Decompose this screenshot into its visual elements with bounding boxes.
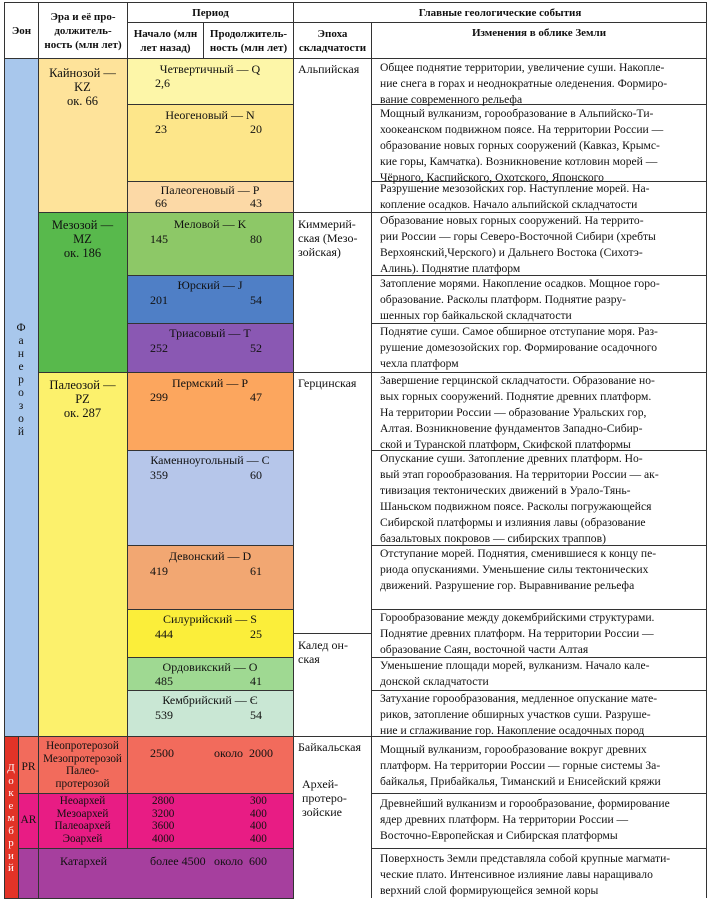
epoch-cimmerian: Киммерий- ская (Мезо- зойская) (298, 217, 358, 259)
header-epoch-text: Эпоха складчатости (298, 27, 367, 54)
header-epoch (294, 23, 371, 58)
event-pp: Завершение герцинской складчатости. Образование но- вых горных сооружений. Поднятие древних платформ. На территории России — образование Уральских гор, Алтая. Возникновение фундаментов Западно-Сибир- ской и Туранской платформ, Скифской платформы (380, 374, 655, 451)
event-n: Мощный вулканизм, горообразование в Альпийско-Ти- хоокеанском подвижном поясе. На территории России — образование новых горных сооружений (Кавказ, Крымс- кие горы, Камчатка). Возникновение котловин морей — Чёрного, Каспийского, Охотского, Японского (380, 107, 664, 184)
ar-starts: 2800 3200 3600 4000 (152, 795, 175, 845)
period-n-name: Неогеновый — N (165, 108, 255, 122)
period-cm-name: Кембрийский — Є (162, 693, 258, 707)
header-changes: Изменения в облике Земли (471, 27, 607, 39)
header-duration (204, 23, 293, 58)
header-era (39, 3, 127, 58)
event-t: Поднятие суши. Самое обширное отступание моря. Раз- рушение домезозойских гор. Формирование осадочного чехла платформ (380, 325, 658, 370)
event-katarchean: Поверхность Земли представляла собой крупные магмати- ческие плато. Интенсивное излияние лавы наращивало верхний слой формирующейся земной коры (380, 852, 671, 897)
ar-code: AR (20, 814, 37, 826)
pr-dur: около 2000 (214, 746, 274, 760)
era-pz-cell (38, 372, 127, 736)
era-pz-label: Палеозой — PZ ок. 287 (49, 378, 116, 420)
event-d: Отступание морей. Поднятия, сменившиеся к концу пе- риода опусканиями. Уменьшение силы тектонических движений. Разрушение гор. Выравнивание рельефа (380, 547, 657, 592)
period-d-dur: 61 (250, 564, 262, 578)
period-o-start: 485 (155, 674, 173, 688)
period-p-start: 66 (155, 196, 167, 210)
period-q-start: 2,6 (155, 76, 170, 90)
period-t-start: 252 (150, 341, 168, 355)
period-j-dur: 54 (250, 293, 262, 307)
period-t-dur: 52 (250, 341, 262, 355)
period-q-name: Четвертичный — Q (159, 62, 261, 76)
period-c-dur: 60 (250, 468, 262, 482)
period-pp-name: Пермский — P (171, 376, 249, 390)
period-j-start: 201 (150, 293, 168, 307)
period-n-start: 23 (155, 122, 167, 136)
period-pp-start: 299 (150, 390, 168, 404)
ar-durs: 300 400 400 400 (250, 795, 267, 845)
period-pp-dur: 47 (250, 390, 262, 404)
katarchean-name: Катархей (60, 854, 108, 868)
era-mz-label: Мезозой — MZ ок. 186 (51, 218, 114, 260)
event-p: Разрушение мезозойских гор. Наступление морей. На- копление осадков. Начало альпийской складчатости (380, 182, 650, 211)
event-s: Горообразование между докембрийскими структурами. Поднятие древних платформ. На территории России — образование Саян, восточной части Алтая (380, 611, 655, 656)
period-p-name: Палеогеновый — P (160, 183, 260, 197)
event-c: Опускание суши. Затопление древних платформ. Но- вый этап горообразования. На территории России — ак- тивизация тектонических движений в Урало-Тянь- Шаньском подвижном поясе. Расколы погружающейся Сибирской платформы и излияния лавы (образование базальтовых покровов — сибирских траппов) (380, 452, 659, 545)
period-o-dur: 41 (250, 674, 262, 688)
header-eon: Эон (11, 24, 32, 37)
period-c-start: 359 (150, 468, 168, 482)
epoch-baikal: Байкальская (298, 740, 361, 754)
period-s-dur: 25 (250, 627, 262, 641)
event-ar: Древнейший вулканизм и горообразование, формирование ядер древних платформ. На территории России — Восточно-Европейская и Сибирская платформы (380, 797, 670, 842)
ar-names: Неоархей Мезоархей Палеоархей Эоархей (54, 795, 111, 845)
period-t-name: Триасовый — T (169, 326, 251, 340)
event-cm: Затухание горообразования, медленное опускание мате- риков, затопление обширных участков суши. Разруше- ние и сглаживание гор. Накопление осадочных пород (380, 692, 658, 737)
period-o-name: Ордовикский — O (162, 660, 258, 674)
period-cm-dur: 54 (250, 708, 262, 722)
katarchean-dur: около 600 (214, 854, 268, 868)
period-cm-start: 539 (155, 708, 173, 722)
period-d-name: Девонский — D (168, 549, 252, 563)
period-d-start: 419 (150, 564, 168, 578)
header-duration-text: Продолжитель- ность (млн лет) (209, 27, 288, 54)
epoch-alpine: Альпийская (298, 62, 360, 76)
eon-precambrian-label: Д о к е м б р и й (7, 762, 15, 874)
header-start-text: Начало (млн лет назад) (133, 27, 198, 54)
epoch-hercynian: Герцинская (298, 376, 357, 390)
event-o: Уменьшение площади морей, вулканизм. Начало кале- донской складчатости (380, 659, 650, 688)
period-k-start: 145 (150, 232, 168, 246)
period-n-dur: 20 (250, 122, 262, 136)
katarchean-start: более 4500 (150, 854, 206, 868)
pr-names: Неопротерозой Мезопротерозой Палео- протерозой (43, 740, 122, 790)
header-start (128, 23, 203, 58)
event-q: Общее поднятие территории, увеличение суши. Накопле- ние снега в горах и неоднократные оледенения. Формиро- вание современного рельефа (380, 61, 668, 106)
era-kz-label: Кайнозой — KZ ок. 66 (49, 66, 116, 108)
period-s-start: 444 (155, 627, 173, 641)
period-k-name: Меловой — K (173, 217, 247, 231)
header-period: Период (192, 6, 229, 19)
pr-start: 2500 (150, 746, 174, 760)
period-p-dur: 43 (250, 196, 262, 210)
header-events: Главные геологические события (418, 6, 582, 19)
epoch-archean: Архей- протеро- зойские (302, 777, 347, 819)
event-j: Затопление морями. Накопление осадков. Мощное горо- образование. Расколы платформ. Поднятие разру- шенных гор байкальской складчатости (380, 277, 660, 322)
header-era-text: Эра и её про- должитель- ность (млн лет) (44, 10, 122, 51)
period-k-dur: 80 (250, 232, 262, 246)
eon-phanerozoic-label: Ф а н е р о з о й (16, 322, 26, 438)
period-s-name: Силурийский — S (163, 612, 257, 626)
event-pr: Мощный вулканизм, горообразование вокруг древних платформ. На территории России — горные системы За- байкалья, Прибайкалья, Тиманский и Енисейский кряжи (380, 743, 661, 788)
period-c-name: Каменноугольный — C (150, 453, 270, 467)
event-k: Образование новых горных сооружений. На террито- рии России — горы Северо-Восточной Сибири (хребты Верхоянский,Черского) и Дальнего Востока (Сихотэ- Алинь). Поднятие платформ (380, 214, 656, 275)
period-j-name: Юрский — J (177, 278, 243, 292)
epoch-caledonian: Калед он- ская (298, 638, 348, 666)
pr-code: PR (21, 761, 36, 773)
